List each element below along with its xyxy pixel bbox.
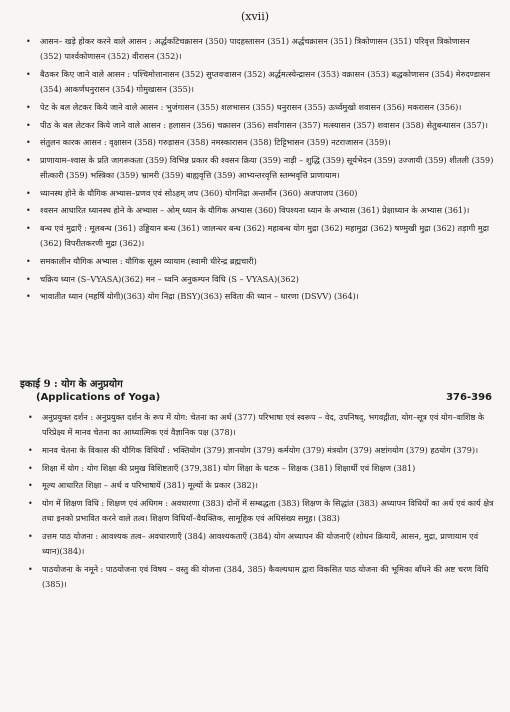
list-item — [22, 135, 494, 150]
bullet-icon: • — [28, 564, 33, 574]
item-text: अनुप्रयुक्त दर्शन : अनुप्रयुक्त दर्शन के रूप में योग: चेतना का अर्थ (377) परिभाषा एवं स्वरूप – वेद, उपनिषद्, भगवद्गीता, योग–सूत्र एवं योग–वाशिष्ठ के परिप्रेक्ष्य में मानव चेतना का आध्यात्मिक एवं वैज्ञानिक पक्ष (378)। — [42, 412, 485, 438]
list-item — [22, 186, 494, 201]
item-text: संतुलन कारक आसन : वृक्षासन (358) गरुड़ासन (358) नमस्कारासन (358) टिट्टिभासन (359) नटराजासन (359)। — [40, 137, 391, 148]
bullet-icon: • — [28, 498, 33, 508]
item-text: मानव चेतना के विकास की यौगिक विधियाँ : भक्तियोग (379) ज्ञानयोग (379) कर्मयोग (379) मंत्रयोग (379) अष्टांगयोग (379) हठयोग (379)। — [42, 445, 479, 455]
bullet-icon: • — [26, 138, 31, 148]
bullet-icon: • — [28, 413, 33, 422]
list-item — [24, 529, 494, 560]
unit-heading — [20, 378, 494, 408]
bullet-icon: • — [26, 274, 31, 284]
section-1-list — [22, 34, 494, 307]
bullet-icon: • — [28, 531, 33, 541]
list-item — [22, 67, 494, 98]
item-text: श्वसन आधारित ध्यानस्थ होने के अभ्यास – ओम् ध्यान के यौगिक अभ्यास (360) विपश्यना ध्यान के अभ्यास (361) प्रेक्षाध्यान के अभ्यास (361)। — [40, 205, 470, 216]
page-number: (xvii) — [240, 10, 270, 23]
bullet-icon: • — [26, 120, 31, 130]
bullet-icon: • — [26, 37, 31, 46]
unit-title: इकाई 9 : योग के अनुप्रयोग — [20, 379, 123, 390]
list-item — [22, 100, 494, 115]
bullet-icon: • — [26, 188, 31, 198]
list-item — [24, 410, 494, 441]
bullet-icon: • — [26, 292, 31, 302]
bullet-icon: • — [26, 256, 31, 266]
bullet-icon: • — [28, 463, 33, 473]
item-text: पेट के बल लेटकर किये जाने वाले आसन : भुजंगासन (355) शलभासन (355) धनुरासन (355) ऊर्ध्वमुखो शवासन (356) मकरासन (356)। — [40, 102, 462, 112]
unit-page-range: 376-396 — [446, 392, 492, 403]
bullet-icon: • — [26, 206, 31, 216]
item-text: प्राणायाम–श्वास के प्रति जागरूकता (359) विभिन्न प्रकार की श्वसन क्रिया (359) नाड़ी – शुद्धि (359) सूर्यभेदन (359) उज्जायी (359) शीतली (359) सीत्कारी (359) भस्त्रिका (359) भ्रामरी (359) बाह्यवृत्ति (359) आभ्यन्तरवृत्ति स्तम्भवृत्ति प्राणायाम। — [40, 154, 494, 181]
item-text: उत्तम पाठ योजना : आवश्यक तत्व– अवधारणाएँ (384) आवश्यकताएँ (384) योग अध्यापन की योजनाएँ (शोधन क्रियायें, आसन, मुद्रा, प्राणायाम एवं ध्यान)(384)। — [42, 530, 479, 557]
bullet-icon: • — [26, 103, 31, 112]
list-item — [22, 153, 494, 184]
bullet-icon: • — [28, 481, 33, 491]
list-item — [22, 254, 494, 269]
item-text: पीठ के बल लेटकर किये जाने वाले आसन : हलासन (356) चक्रासन (356) सर्वांगासन (357) मत्स्यासन (357) शवासन (358) सेतुबन्धासन (357)। — [40, 119, 488, 130]
list-item — [22, 272, 494, 287]
list-item — [24, 461, 494, 476]
list-item — [22, 118, 494, 133]
list-item — [22, 203, 494, 218]
list-item — [24, 443, 494, 458]
list-item — [22, 289, 494, 304]
list-item — [24, 496, 494, 527]
unit-subtitle-row — [20, 392, 494, 408]
item-text: समकालीन यौगिक अभ्यास : यौगिक सूक्ष्म व्यायाम (स्वामी धीरेन्द्र ब्रह्मचारी) — [40, 255, 257, 266]
item-text: बैठकर किए जाने वाले आसन : पश्चिमोत्तानासन (352) सुप्तवज्रासन (352) अर्द्धमत्स्येन्द्रासन (353) वक्रासन (353) बद्धकोणासन (354) मेरुदण्डासन (354) आकर्णधनुरासन (354) गोमुखासन (355)। — [40, 69, 490, 95]
item-text: योग में शिक्षण विधि : शिक्षण एवं अधिगम : अवधारणा (383) दोनों में सम्बद्धता (383) शिक्षण के सिद्धांत (383) अध्यापन विधियों का अर्थ एवं कार्य क्षेत्र तथा इनको प्रभावित करने वाले तत्व। शिक्षण विधियाँ–वैयक्तिक, सामूहिक एवं अधिसंख्य समूह। (383) — [42, 497, 494, 524]
item-text: बन्ध एवं मुद्राएँ : मूलबन्ध (361) उड्डियान बन्ध (361) जालन्धर बन्ध (362) महाबन्ध योग मुद्रा (362) महामुद्रा (362) षण्मुखी मुद्रा (362) तड़ागी मुद्रा (362) विपरीतकरणी मुद्रा (362)। — [40, 222, 489, 249]
list-item — [24, 478, 494, 493]
bullet-icon: • — [26, 223, 31, 233]
bullet-icon: • — [26, 155, 31, 165]
list-item — [22, 221, 494, 252]
item-text: पाठयोजना के नमूने : पाठयोजना एवं विषय – वस्तु की योजना (384, 385) कैवल्यधाम द्वारा विकसित पाठ योजना की भूमिका बाँधने की अष्ट चरण विधि (385)। — [42, 563, 489, 590]
bullet-icon: • — [28, 446, 33, 455]
item-text: आसन– खड़े होकर करने वाले आसन : अर्द्धकटिचक्रासन (350) पादहस्तासन (351) अर्द्धचक्रासन (351) त्रिकोणासन (351) परिवृत्त त्रिकोणासन (352) पार्श्वकोणासन (352) वीरासन (352)। — [40, 36, 470, 62]
item-text: शिक्षा में योग : योग शिक्षा की प्रमुख विशिष्टताएँ (379,381) योग शिक्षा के घटक – शिक्षक (381) शिक्षार्थी एवं शिक्षण (381) — [42, 462, 416, 473]
item-text: चक्रिय ध्यान (S–VYASA)(362) मन – ध्वनि अनुकम्पन विधि (S – VYASA)(362) — [40, 273, 299, 284]
list-item — [24, 562, 494, 593]
item-text: मूल्य आधारित शिक्षा – अर्थ व परिभाषायें (381) मूल्यों के प्रकार (382)। — [42, 480, 258, 491]
unit-subtitle: (Applications of Yoga) — [36, 392, 161, 403]
item-text: ध्यानस्थ होने के यौगिक अभ्यास–प्रणव एवं सोऽहम् जप (360) योगनिद्रा अन्तर्मौन (360) अजपाजप (360) — [40, 187, 358, 198]
section-2-list — [24, 410, 494, 595]
list-item — [22, 34, 494, 65]
item-text: भावातीत ध्यान (महर्षि योगी)(363) योग निद्रा (BSY)(363) सविता की ध्यान – धारणा (DSVV) (364)। — [40, 291, 359, 302]
bullet-icon: • — [26, 70, 31, 79]
